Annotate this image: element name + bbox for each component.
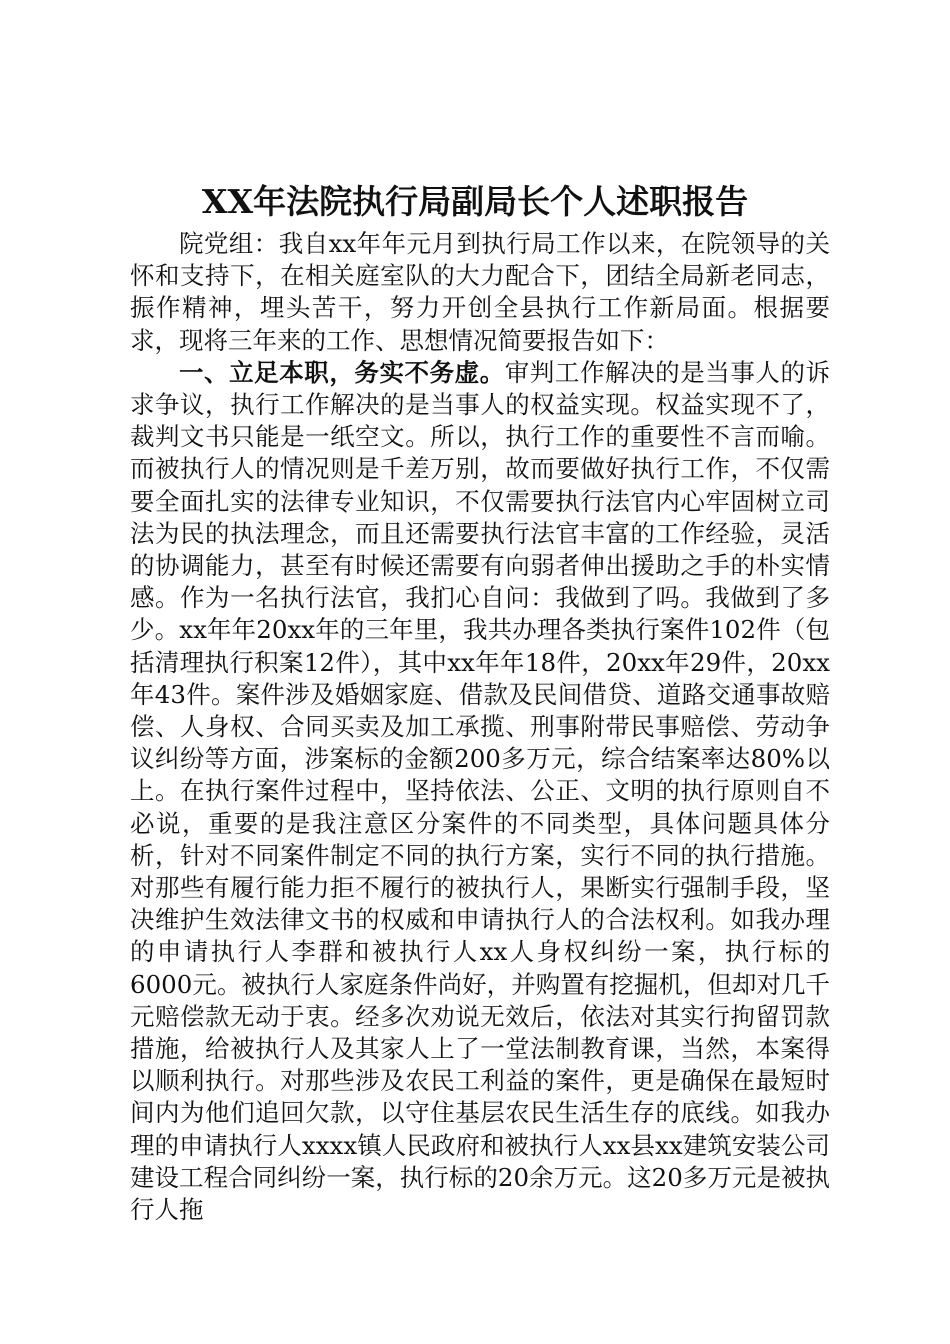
paragraph-section-one (130, 357, 830, 1226)
section-one-heading: 一、立足本职，务实不务虚。 (179, 357, 505, 387)
document-title: XX年法院执行局副局长个人述职报告 (201, 182, 749, 221)
document-body (130, 228, 830, 1226)
section-one-text: 审判工作解决的是当事人的诉求争议，执行工作解决的是当事人的权益实现。权益实现不了，裁判文书只能是一纸空文。所以，执行工作的重要性不言而喻。而被执行人的情况则是千差万别，故而要做好执行工作，不仅需要全面扎实的法律专业知识，不仅需要执行法官内心牢固树立司法为民的执法理念，而且还需要执行法官丰富的工作经验，灵活的协调能力，甚至有时候还需要有向弱者伸出援助之手的朴实情感。作为一名执行法官，我扪心自问：我做到了吗。我做到了多少。xx年年20xx年的三年里，我共办理各类执行案件102件（包括清理执行积案12件），其中xx年年18件，20xx年29件，20xx年43件。案件涉及婚姻家庭、借款及民间借贷、道路交通事故赔偿、人身权、合同买卖及加工承揽、刑事附带民事赔偿、劳动争议纠纷等方面，涉案标的金额200多万元，综合结案率达80%以上。在执行案件过程中，坚持依法、公正、文明的执行原则自不必说，重要的是我注意区分案件的不同类型，具体问题具体分析，针对不同案件制定不同的执行方案，实行不同的执行措施。对那些有履行能力拒不履行的被执行人，果断实行强制手段，坚决维护生效法律文书的权威和申请执行人的合法权利。如我办理的申请执行人李群和被执行人xx人身权纠纷一案，执行标的6000元。被执行人家庭条件尚好，并购置有挖掘机，但却对几千元赔偿款无动于衷。经多次劝说无效后，依法对其实行拘留罚款措施，给被执行人及其家人上了一堂法制教育课，当然，本案得以顺利执行。对那些涉及农民工利益的案件，更是确保在最短时间内为他们追回欠款，以守住基层农民生活生存的底线。如我办理的申请执行人xxxx镇人民政府和被执行人xx县xx建筑安装公司建设工程合同纠纷一案，执行标的20余万元。这20多万元是被执行人拖 (130, 357, 830, 1225)
paragraph-intro (130, 228, 830, 357)
paragraph-intro-text: 院党组：我自xx年年元月到执行局工作以来，在院领导的关怀和支持下，在相关庭室队的大力配合下，团结全局新老同志，振作精神，埋头苦干，努力开创全县执行工作新局面。根据要求，现将三年来的工作、思想情况简要报告如下： (130, 229, 830, 355)
